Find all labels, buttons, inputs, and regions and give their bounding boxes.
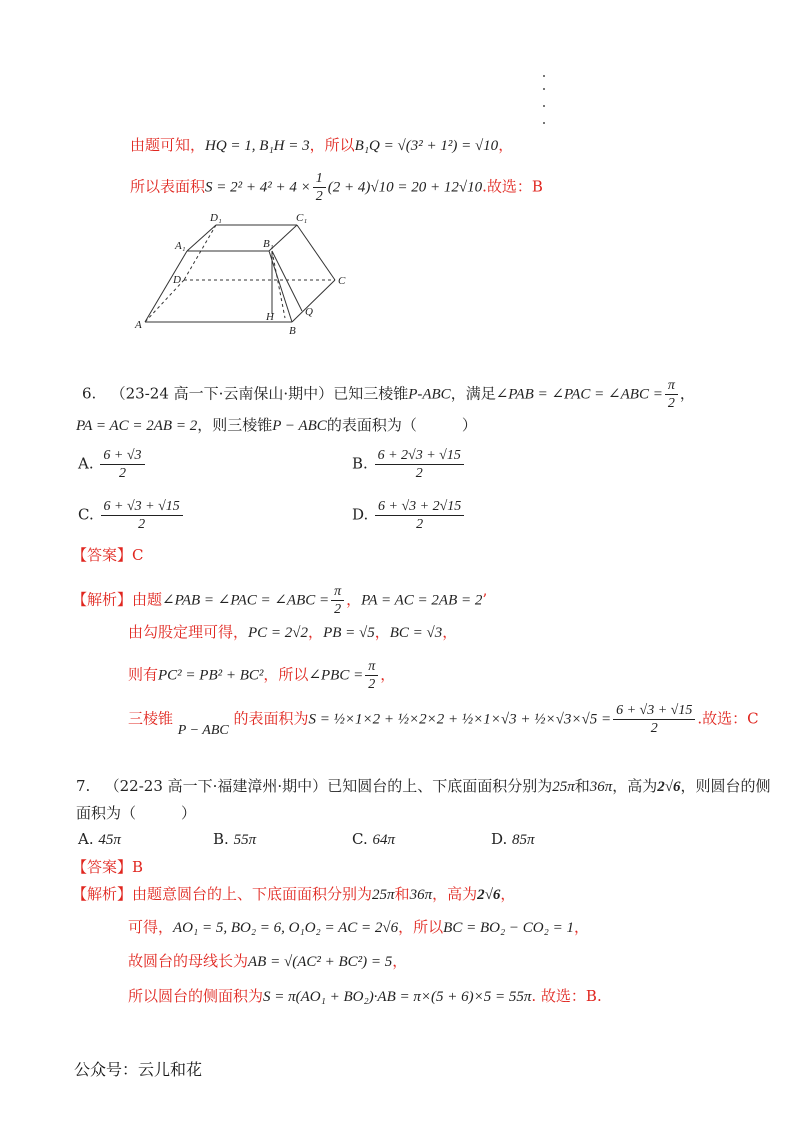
text: 已知三棱锥 (333, 384, 409, 403)
text: 的表面积为 (233, 709, 309, 728)
frac-den: 2 (118, 466, 126, 481)
text: ，高为 (612, 777, 658, 795)
q6-analysis-line-1 (72, 583, 487, 618)
math: AB = √(AC² + BC²) = 5 (248, 954, 393, 970)
q6-stem-line-1 (82, 377, 695, 412)
analysis-tag: 【解析】 (72, 590, 133, 609)
math: ∠PBC = (308, 667, 364, 684)
text: ， (500, 885, 516, 903)
label-C: C (338, 275, 346, 287)
label-B1: B₁ (263, 238, 274, 250)
math: AO₁ = 5, BO₂ = 6, O₁O₂ = AC = 2√6 (173, 920, 399, 936)
footer-text: 公众号：云儿和花 (74, 1060, 203, 1079)
frac-den: 2 (415, 466, 423, 481)
q6-option-c[interactable] (78, 498, 185, 533)
math: BC = √3 (389, 625, 443, 641)
answer-value: C (132, 546, 144, 564)
frac-num: 6 + √3 + √15 (101, 498, 183, 516)
option-letter: C. (352, 830, 368, 848)
q7-analysis-line-4 (128, 986, 602, 1007)
label-B: B (289, 325, 296, 337)
text: ， (679, 384, 695, 403)
frac-num: π (665, 377, 678, 395)
text: ， (392, 952, 408, 970)
frac-den: 2 (416, 517, 424, 532)
text: ，高为 (432, 885, 478, 903)
question-source: （22-23 高一下·福建漳州·期中） (104, 777, 328, 795)
q6-analysis-line-2 (128, 622, 457, 643)
text: 三棱锥 (128, 709, 174, 728)
text: ， (573, 918, 589, 936)
math: S = 2² + 4² + 4 × (205, 179, 311, 196)
text: ，所以 (398, 918, 444, 936)
q6-analysis-line-3 (128, 658, 395, 693)
option-letter: D. (491, 830, 508, 848)
text: 由勾股定理可得， (128, 623, 249, 641)
text: ，所以 (263, 665, 309, 684)
frac-num: π (331, 583, 344, 601)
footer-account (74, 1057, 202, 1080)
option-value: 45π (98, 832, 121, 848)
math: 25π (552, 779, 575, 795)
option-letter: A. (78, 830, 94, 848)
text: 由题可知， (130, 136, 206, 154)
text: ， (498, 136, 514, 154)
math: ∠PAB = ∠PAC = ∠ABC = (495, 386, 663, 403)
text: ，所以 (309, 136, 355, 154)
text: 故圆台的母线长为 (128, 952, 249, 970)
q6-analysis-line-4 (128, 702, 759, 737)
q6-option-b[interactable] (352, 447, 466, 482)
analysis-tag: 【解析】 (72, 885, 133, 903)
frac-num: 1 (313, 170, 326, 188)
text: 可得， (128, 918, 174, 936)
frac-den: 2 (138, 517, 146, 532)
text: 所以圆台的侧面积为 (128, 987, 264, 1005)
option-letter: B. (213, 830, 229, 848)
math: B₁Q = √(3² + 1²) = √10 (354, 138, 499, 154)
frac-den: 2 (667, 396, 675, 411)
frac-den: 2 (334, 602, 342, 617)
frac-den: 2 (368, 677, 376, 692)
math: 36π (409, 887, 433, 903)
math: 2√6 (477, 887, 501, 903)
frac-num: 6 + 2√3 + √15 (375, 447, 464, 465)
option-letter: C. (78, 505, 94, 524)
frac-num: 6 + √3 + 2√15 (375, 498, 464, 516)
prev-solution-line-1 (130, 135, 513, 156)
text: ， (308, 623, 324, 641)
text: 由题 (132, 590, 163, 609)
q6-option-d[interactable] (352, 498, 466, 533)
q7-stem-line-2 (76, 803, 196, 823)
q7-stem-line-1 (76, 776, 771, 797)
question-number: 6. (82, 384, 97, 403)
text: 和 (394, 885, 410, 903)
q7-option-d[interactable] (491, 830, 535, 849)
math: BC = BO₂ − CO₂ = 1 (443, 920, 574, 936)
q7-answer (72, 857, 143, 877)
answer-value: B (132, 858, 144, 876)
math: 2√6 (657, 779, 681, 795)
math: PB = √5 (323, 625, 375, 641)
math: ∠PAB = ∠PAC = ∠ABC = (162, 592, 330, 609)
math: 36π (589, 779, 613, 795)
math: S = ½×1×2 + ½×2×2 + ½×1×√3 + ½×√3×√5 = (308, 711, 612, 728)
math: S = π(AO₁ + BO₂)·AB = π×(5 + 6)×5 = 55π (263, 989, 532, 1005)
option-value: 55π (233, 832, 257, 848)
text: 的表面积为（ ） (326, 416, 477, 434)
math: P-ABC (408, 386, 451, 403)
option-letter: B. (352, 454, 368, 473)
text: 则有 (128, 665, 159, 684)
math: (2 + 4)√10 = 20 + 12√10 (327, 179, 483, 196)
q7-analysis-line-3 (128, 951, 407, 972)
option-value: 64π (372, 832, 396, 848)
text: 面积为（ ） (76, 804, 197, 822)
label-H: H (266, 311, 274, 323)
q6-stem-line-2 (76, 415, 477, 436)
option-value: 85π (512, 832, 535, 848)
q7-analysis-line-1 (72, 884, 515, 905)
answer-tag: 【答案】 (72, 858, 133, 876)
text: .故选：B (482, 177, 543, 196)
text: 由题意圆台的上、下底面面积分别为 (132, 885, 373, 903)
q7-option-c[interactable] (352, 830, 395, 849)
label-C1: C₁ (296, 212, 308, 224)
math: PC = 2√2 (248, 625, 309, 641)
math: 25π (372, 887, 395, 903)
option-letter: D. (352, 505, 369, 524)
text: 所以表面积 (130, 177, 206, 196)
q7-analysis-line-2 (128, 917, 589, 938)
frustum-figure (130, 208, 360, 338)
q7-option-b[interactable] (213, 830, 256, 849)
q7-option-a[interactable] (78, 830, 121, 849)
math: P − ABC (272, 418, 327, 434)
text: ， (380, 665, 396, 684)
frac-num: π (365, 658, 378, 676)
math: PA = AC = 2AB = 2 (361, 592, 483, 609)
text: ，则圆台的侧 (680, 777, 771, 795)
frac-num: 6 + √3 + √15 (613, 702, 695, 720)
text: ， (442, 623, 458, 641)
text: ，则三棱锥 (197, 416, 273, 434)
answer-tag: 【答案】 (72, 546, 133, 564)
text: ， (346, 590, 362, 609)
text: ， (374, 623, 390, 641)
label-A: A (135, 319, 142, 331)
text: 已知圆台的上、下底面面积分别为 (327, 777, 553, 795)
frac-den: 2 (315, 189, 323, 204)
question-source: （23-24 高一下·云南保山·期中） (110, 384, 334, 403)
math: P − ABC (177, 722, 229, 738)
label-D: D (173, 274, 181, 286)
label-Q: Q (305, 306, 313, 318)
frac-den: 2 (650, 721, 658, 736)
text: . 故选：B. (531, 987, 602, 1005)
prev-solution-line-2 (130, 170, 543, 205)
text: .故选：C (697, 709, 759, 728)
q6-option-a[interactable] (78, 447, 147, 482)
option-letter: A. (78, 454, 94, 473)
math: PC² = PB² + BC² (158, 667, 264, 684)
text: ，满足 (450, 384, 496, 403)
text: 和 (574, 777, 590, 795)
frac-num: 6 + √3 (100, 447, 144, 465)
math: PA = AC = 2AB = 2 (76, 418, 198, 434)
label-A1: A₁ (175, 240, 186, 252)
q6-answer (72, 545, 144, 565)
question-number: 7. (76, 777, 91, 795)
math: HQ = 1, B₁H = 3 (205, 138, 310, 154)
label-D1: D₁ (210, 212, 222, 224)
text: ’ (482, 590, 488, 609)
